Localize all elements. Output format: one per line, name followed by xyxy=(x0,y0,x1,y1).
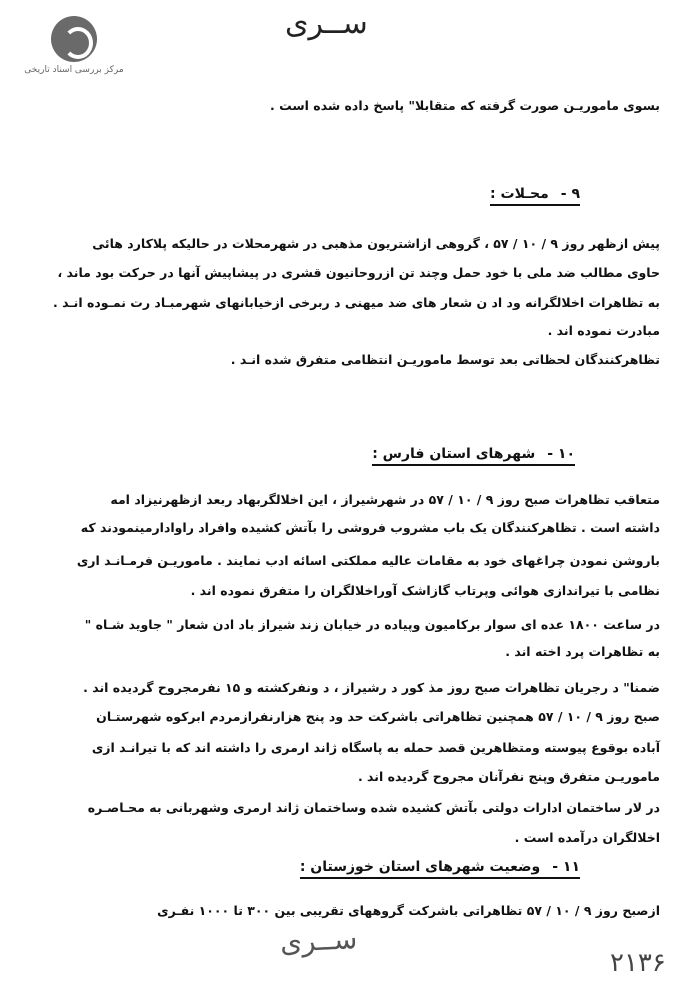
section-9-heading xyxy=(490,186,580,206)
section-9-line: حاوی مطالب ضد ملی با خود حمل وچند تن ازروحانیون قشری در پیشاپیش آنها در حرکت بود ماند ، xyxy=(57,265,660,280)
section-10-title: شهرهای استان فارس : xyxy=(372,446,536,462)
section-10-line: متعاقب تظاهرات صبح روز ۹ / ۱۰ / ۵۷ در شهرشیراز ، این اخلالگربهاد ربعد ازظهرنیزاد امه xyxy=(110,492,660,507)
section-9-line: مبادرت نموده اند . xyxy=(547,323,660,338)
classification-stamp-top: ســری xyxy=(285,6,368,41)
section-10-heading xyxy=(372,446,575,466)
section-11-number: ۱۱ - xyxy=(552,859,580,875)
section-11-heading xyxy=(300,859,580,879)
archive-logo xyxy=(14,16,134,75)
page-number: ۲۱۳۶ xyxy=(610,948,666,978)
section-11-title: وضعیت شهرهای استان خوزستان : xyxy=(299,859,541,875)
section-9-title: محـلات : xyxy=(490,186,549,202)
section-9-number: ۹ - xyxy=(560,186,580,202)
section-9-line: به تظاهرات اخلالگرانه ود اد ن شعار های ضد میهنی د ربرخی ازخیابانهای شهرمبـاد رت نمـوده انـد . xyxy=(53,295,660,310)
section-10-line: ضمنا" د رجریان تظاهرات صبح روز مذ کور د رشیراز ، د ونفرکشته و ۱۵ نفرمجروح گردیده اند . xyxy=(83,680,660,695)
section-10-number: ۱۰ - xyxy=(547,446,575,462)
section-10-line: ماموریـن متفرق وپنج نفرآنان مجروح گردیده اند . xyxy=(357,769,660,784)
section-10-line: در ساعت ۱۸۰۰ عده ای سوار برکامیون وپیاده در خیابان زند شیراز باد ادن شعار " جاوید شـاه " xyxy=(84,617,660,632)
archive-logo-icon xyxy=(51,16,97,62)
section-10-line: باروشن نمودن چراغهای خود به مقامات عالیه مملکتی اسائه ادب نمایند . ماموریـن فرمـانـد اری xyxy=(76,553,660,568)
section-11-line: ازصبح روز ۹ / ۱۰ / ۵۷ تظاهراتی باشرکت گروههای تقریبی بین ۳۰۰ تا ۱۰۰۰ نفـری xyxy=(157,903,660,918)
section-10-line: به تظاهرات پرد اخته اند . xyxy=(505,644,660,659)
section-10-line: آباده بوقوع پیوسته ومتظاهرین قصد حمله به پاسگاه ژاند ارمری را داشته اند که با تیرانـد ازی xyxy=(91,740,660,755)
classification-stamp-bottom: ســری xyxy=(279,922,359,959)
archive-logo-caption: مرکز بررسی اسناد تاریخی xyxy=(24,65,124,75)
section-10-line: اخلالگران درآمده است . xyxy=(514,830,660,845)
section-10-line: نظامی با تیراندازی هوائی وپرتاب گازاشک آوراخلالگران را متفرق نموده اند . xyxy=(190,583,660,598)
intro-line: بسوی ماموریـن صورت گرفته که متقابلا" پاسخ داده شده است . xyxy=(270,98,660,113)
section-9-line: تظاهرکنندگان لحظاتی بعد توسط ماموریـن انتظامی متفرق شده انـد . xyxy=(230,352,660,367)
section-10-line: در لار ساختمان ادارات دولتی بآتش کشیده شده وساختمان ژاند ارمری وشهربانی به محـاصـره xyxy=(87,800,660,815)
section-10-line: داشته است . تظاهرکنندگان یک باب مشروب فروشی را بآتش کشیده وافراد راوادارمینمودند که xyxy=(80,520,660,535)
section-10-line: صبح روز ۹ / ۱۰ / ۵۷ همچنین تظاهراتی باشرکت حد ود پنج هزارنفرازمردم ابرکوه شهرستـان xyxy=(96,709,660,724)
section-9-line: پیش ازظهر روز ۹ / ۱۰ / ۵۷ ، گروهی ازاشتریون مذهبی در شهرمحلات در حالیکه پلاکارد هائی xyxy=(92,236,660,251)
